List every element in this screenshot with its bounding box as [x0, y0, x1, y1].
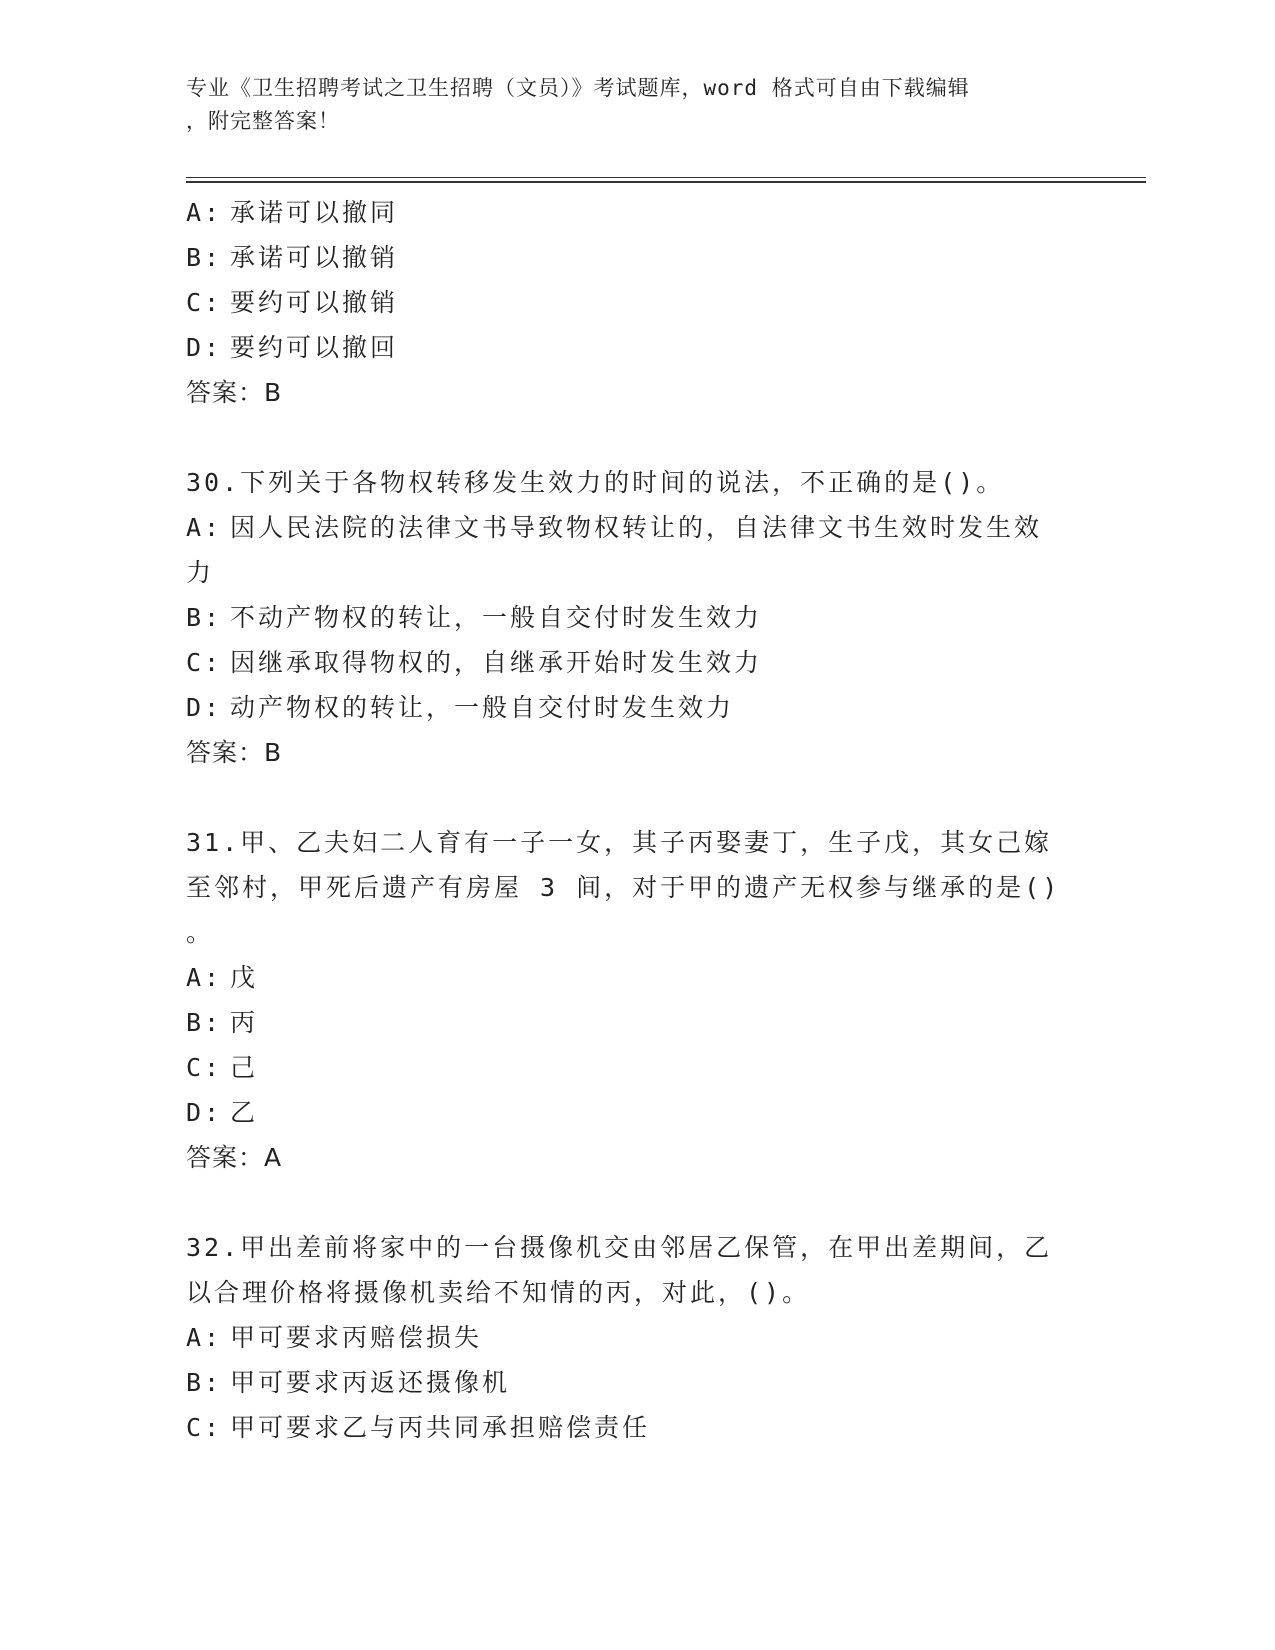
option-b: B: 丙: [186, 1008, 259, 1037]
answer-line: 答案：A: [186, 1143, 283, 1172]
question-text-line-2: 至邻村，甲死后遗产有房屋 3 间，对于甲的遗产无权参与继承的是(): [186, 873, 1061, 902]
option-d: D: 乙: [186, 1098, 259, 1127]
question-text-line-1: 32.甲出差前将家中的一台摄像机交由邻居乙保管，在甲出差期间，乙: [186, 1233, 1053, 1262]
option-a: A: 承诺可以撤同: [186, 198, 399, 227]
header-line-2: ，附完整答案！: [186, 109, 340, 133]
option-a-continuation: 力: [186, 558, 215, 587]
question-31: [186, 820, 1076, 1180]
question-content: [186, 190, 1076, 1450]
header-line-1: 专业《卫生招聘考试之卫生招聘（文员）》考试题库，word 格式可自由下载编辑: [186, 76, 970, 100]
document-header: [186, 72, 1066, 138]
header-divider-top: [186, 177, 1146, 178]
option-c: C: 因继承取得物权的，自继承开始时发生效力: [186, 648, 763, 677]
question-32: [186, 1225, 1076, 1450]
answer-line: 答案：B: [186, 738, 283, 767]
question-text-line-1: 31.甲、乙夫妇二人育有一子一女，其子丙娶妻丁，生子戊，其女己嫁: [186, 828, 1053, 857]
answer-line: 答案：B: [186, 378, 283, 407]
option-a: A: 戊: [186, 963, 259, 992]
option-d: D: 要约可以撤回: [186, 333, 399, 362]
option-b: B: 承诺可以撤销: [186, 243, 399, 272]
option-d: D: 动产物权的转让，一般自交付时发生效力: [186, 693, 735, 722]
question-30: [186, 460, 1076, 775]
question-text-line-3: 。: [186, 918, 215, 947]
option-a: A: 甲可要求丙赔偿损失: [186, 1323, 483, 1352]
header-divider-bottom: [186, 181, 1146, 183]
carryover-question: [186, 190, 1076, 415]
option-c: C: 己: [186, 1053, 259, 1082]
option-a: A: 因人民法院的法律文书导致物权转让的，自法律文书生效时发生效: [186, 513, 1043, 542]
option-c: C: 甲可要求乙与丙共同承担赔偿责任: [186, 1413, 651, 1442]
option-c: C: 要约可以撤销: [186, 288, 399, 317]
question-text: 30.下列关于各物权转移发生效力的时间的说法，不正确的是()。: [186, 468, 1005, 497]
option-b: B: 甲可要求丙返还摄像机: [186, 1368, 511, 1397]
option-b: B: 不动产物权的转让，一般自交付时发生效力: [186, 603, 763, 632]
question-text-line-2: 以合理价格将摄像机卖给不知情的丙，对此，()。: [186, 1278, 811, 1307]
